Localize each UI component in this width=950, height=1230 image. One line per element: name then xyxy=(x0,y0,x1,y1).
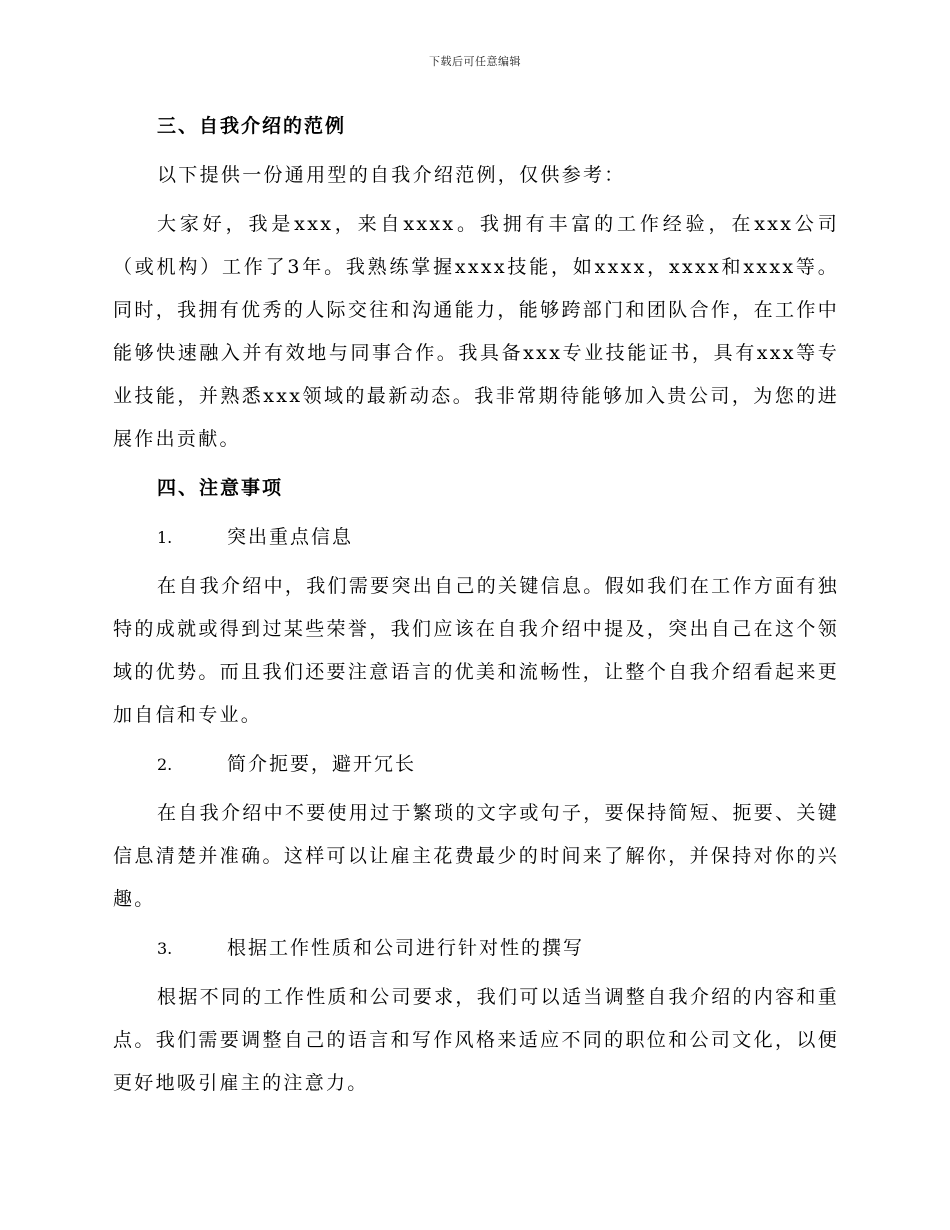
note-item-number: 3. xyxy=(157,939,173,958)
section-heading-notes: 四、注意事项 xyxy=(157,477,284,499)
note-item-number: 1. xyxy=(157,528,173,547)
note-item-body: 根据不同的工作性质和公司要求，我们可以适当调整自我介绍的内容和重点。我们需要调整自己的语言和写作风格来适应不同的职位和公司文化，以便更好地吸引雇主的注意力。 xyxy=(113,986,839,1094)
note-item-title: 突出重点信息 xyxy=(227,526,354,548)
note-item-title: 根据工作性质和公司进行针对性的撰写 xyxy=(227,937,585,959)
note-item-2 xyxy=(113,743,839,786)
note-item-1 xyxy=(113,516,839,559)
note-item-number: 2. xyxy=(157,755,173,774)
page-header: 下载后可任意编辑 xyxy=(429,55,521,68)
note-item-body: 在自我介绍中，我们需要突出自己的关键信息。假如我们在工作方面有独特的成就或得到过某些荣誉，我们应该在自我介绍中提及，突出自己在这个领域的优势。而且我们还要注意语言的优美和流畅性，让整个自我介绍看起来更加自信和专业。 xyxy=(113,575,839,726)
document-body xyxy=(113,105,839,1105)
section-heading-examples: 三、自我介绍的范例 xyxy=(157,115,347,137)
note-item-body: 在自我介绍中不要使用过于繁琐的文字或句子，要保持简短、扼要、关键信息清楚并准确。这样可以让雇主花费最少的时间来了解你，并保持对你的兴趣。 xyxy=(113,802,839,910)
example-paragraph: 大家好，我是xxx，来自xxxx。我拥有丰富的工作经验，在xxx公司（或机构）工作了3年。我熟练掌握xxxx技能，如xxxx，xxxx和xxxx等。同时，我拥有优秀的人际交往和沟通能力，能够跨部门和团队合作，在工作中能够快速融入并有效地与同事合作。我具备xxx专业技能证书，具有xxx等专业技能，并熟悉xxx领域的最新动态。我非常期待能够加入贵公司，为您的进展作出贡献。 xyxy=(113,213,839,450)
note-item-title: 简介扼要，避开冗长 xyxy=(227,753,417,775)
note-item-3 xyxy=(113,927,839,970)
examples-intro: 以下提供一份通用型的自我介绍范例，仅供参考： xyxy=(157,164,626,186)
